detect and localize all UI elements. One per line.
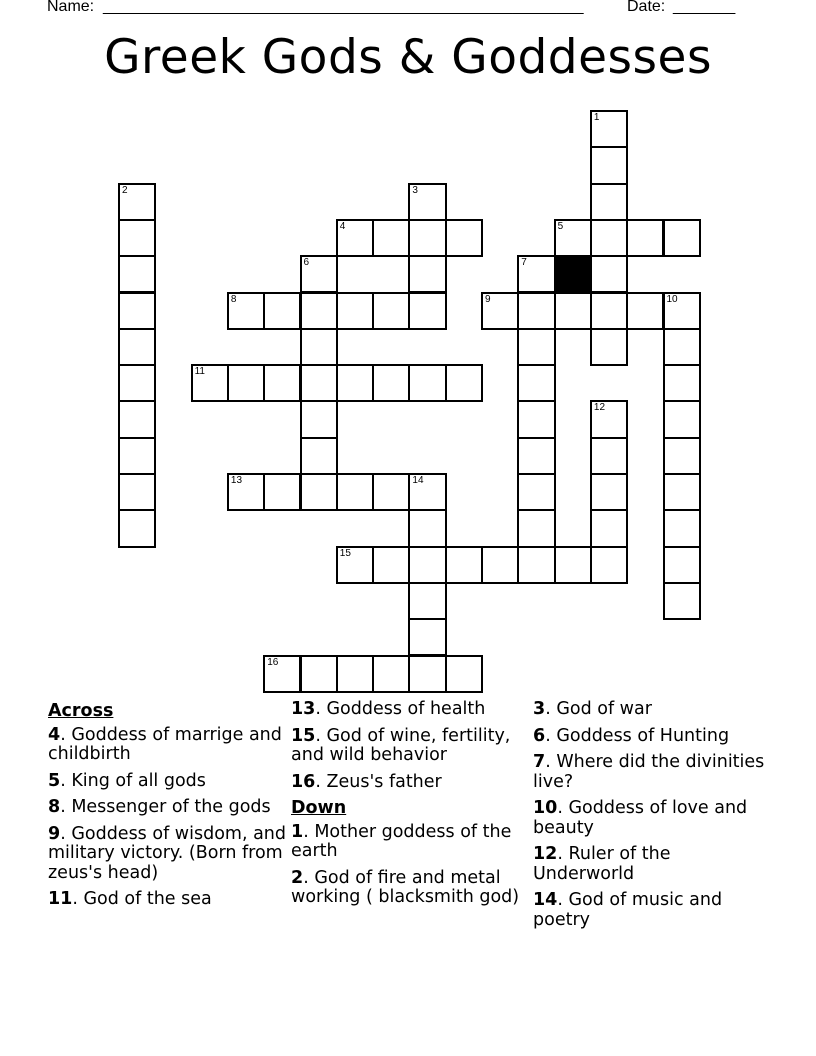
cell-number: 11	[194, 366, 205, 378]
grid-cell[interactable]	[590, 292, 628, 330]
down-heading: Down	[291, 798, 347, 818]
clue-number: 10	[533, 798, 558, 818]
clue-item	[533, 753, 773, 792]
clue-number: 1	[291, 821, 304, 842]
date-label: Date:	[627, 0, 666, 15]
cell-number: 13	[230, 475, 243, 486]
grid-cell[interactable]	[663, 582, 701, 620]
cell-number: 5	[557, 220, 564, 232]
clue-text: . Goddess of wisdom, and military victory. (Born from zeus's head)	[48, 823, 286, 883]
clue-text: . Ruler of the Underworld	[533, 844, 671, 884]
grid-cell[interactable]	[408, 364, 446, 402]
grid-cell[interactable]	[590, 110, 628, 148]
clue-item	[533, 799, 773, 838]
clue-number: 8	[48, 797, 61, 817]
clue-number: 3	[533, 699, 546, 719]
grid-cell[interactable]	[663, 328, 701, 366]
grid-cell[interactable]	[517, 255, 555, 293]
clue-text: . God of wine, fertility, and wild behavior	[291, 725, 511, 765]
grid-cell[interactable]	[372, 473, 410, 511]
grid-cell[interactable]	[517, 292, 555, 330]
clue-item	[533, 845, 773, 884]
clue-item	[291, 869, 531, 908]
grid-cell[interactable]	[227, 364, 265, 402]
grid-cell[interactable]	[408, 255, 446, 293]
grid-cell[interactable]	[300, 328, 338, 366]
date-line[interactable]: _______	[673, 0, 736, 15]
name-label: Name:	[47, 0, 95, 15]
grid-cell[interactable]	[554, 219, 592, 257]
cell-number: 14	[412, 475, 424, 486]
grid-cell[interactable]	[118, 509, 156, 547]
grid-cell[interactable]	[263, 473, 301, 511]
cell-number: 4	[339, 220, 346, 232]
clues-column-3	[533, 700, 773, 937]
clue-item	[48, 772, 288, 792]
clue-number: 12	[533, 844, 558, 864]
grid-cell[interactable]	[372, 364, 410, 402]
grid-cell[interactable]	[336, 364, 374, 402]
cell-number: 1	[593, 112, 600, 123]
grid-cell[interactable]	[517, 328, 555, 366]
clue-item	[48, 726, 288, 765]
cell-number: 16	[267, 656, 279, 668]
clue-text: . Goddess of Hunting	[545, 725, 730, 746]
clue-item	[48, 890, 288, 910]
clue-text: . Where did the divinities live?	[533, 752, 765, 792]
grid-cell[interactable]	[517, 400, 555, 438]
clue-item	[291, 773, 531, 793]
grid-cell[interactable]	[336, 219, 374, 257]
grid-cell[interactable]	[590, 509, 628, 547]
clue-text: . Zeus's father	[315, 771, 442, 792]
cell-number: 9	[485, 293, 491, 305]
clue-number: 11	[48, 889, 73, 909]
grid-cell[interactable]	[372, 219, 410, 257]
grid-cell[interactable]	[408, 546, 446, 584]
clue-text: . God of war	[545, 699, 652, 719]
grid-cell[interactable]	[408, 655, 446, 693]
grid-cell[interactable]	[663, 509, 701, 547]
clue-number: 5	[48, 770, 61, 791]
grid-cell[interactable]	[590, 219, 628, 257]
grid-cell[interactable]	[263, 292, 301, 330]
clue-number: 2	[291, 867, 304, 888]
grid-cell[interactable]	[590, 473, 628, 511]
grid-cell[interactable]	[517, 364, 555, 402]
grid-cell[interactable]	[663, 364, 701, 402]
clue-number: 14	[533, 890, 558, 910]
grid-cell[interactable]	[300, 655, 338, 693]
cell-number: 7	[521, 257, 527, 269]
cell-number: 3	[412, 184, 418, 196]
grid-cell[interactable]	[590, 437, 628, 475]
grid-cell[interactable]	[663, 292, 701, 330]
grid-cell[interactable]	[590, 328, 628, 366]
cell-number: 12	[593, 402, 606, 414]
cell-number: 8	[230, 293, 237, 305]
grid-cell[interactable]	[336, 292, 374, 330]
grid-cell[interactable]	[481, 292, 519, 330]
grid-cell[interactable]	[663, 546, 701, 584]
clue-item	[291, 727, 531, 766]
grid-cell[interactable]	[336, 546, 374, 584]
clues-column-2	[291, 700, 531, 915]
clue-number: 6	[533, 725, 546, 746]
grid-cell[interactable]	[372, 292, 410, 330]
clue-number: 7	[533, 752, 546, 772]
grid-cell[interactable]	[445, 655, 483, 693]
grid-cell[interactable]	[118, 255, 156, 293]
grid-cell[interactable]	[590, 255, 628, 293]
grid-cell[interactable]	[300, 400, 338, 438]
grid-cell[interactable]	[517, 509, 555, 547]
grid-cell[interactable]	[336, 655, 374, 693]
clue-number: 13	[291, 699, 316, 719]
clues-column-1	[48, 700, 288, 917]
grid-cell[interactable]	[300, 292, 338, 330]
clue-number: 4	[48, 724, 61, 745]
grid-cell[interactable]	[372, 655, 410, 693]
name-line[interactable]: ______________________________________________________	[103, 0, 584, 15]
clue-text: . Goddess of marrige and childbirth	[48, 724, 282, 764]
clue-text: . God of fire and metal working ( blacksmith god)	[291, 867, 520, 907]
grid-cell[interactable]	[408, 219, 446, 257]
grid-cell[interactable]	[517, 437, 555, 475]
grid-cell[interactable]	[118, 473, 156, 511]
grid-cell[interactable]	[445, 219, 483, 257]
clue-text: . Goddess of health	[315, 699, 486, 719]
clue-item	[291, 823, 531, 862]
page-title: Greek Gods & Goddesses	[104, 30, 712, 85]
grid-cell[interactable]	[408, 473, 446, 511]
clue-text: . King of all gods	[60, 770, 206, 791]
clue-number: 15	[291, 725, 316, 746]
grid-cell[interactable]	[300, 473, 338, 511]
grid-cell[interactable]	[227, 292, 265, 330]
clue-item	[533, 891, 773, 930]
grid-cell[interactable]	[118, 292, 156, 330]
grid-cell[interactable]	[517, 546, 555, 584]
grid-cell[interactable]	[663, 400, 701, 438]
clue-item	[533, 727, 773, 747]
grid-cell[interactable]	[517, 473, 555, 511]
grid-cell[interactable]	[118, 183, 156, 221]
grid-cell[interactable]	[445, 364, 483, 402]
clue-text: . Messenger of the gods	[60, 797, 271, 817]
grid-cell[interactable]	[408, 509, 446, 547]
clue-text: . God of the sea	[72, 889, 212, 909]
grid-cell[interactable]	[663, 437, 701, 475]
grid-cell[interactable]	[554, 546, 592, 584]
grid-cell[interactable]	[300, 255, 338, 293]
grid-cell[interactable]	[118, 219, 156, 257]
grid-cell[interactable]	[626, 292, 664, 330]
clue-number: 16	[291, 771, 316, 792]
clue-text: . God of music and poetry	[533, 890, 723, 930]
grid-cell[interactable]	[408, 582, 446, 620]
grid-cell[interactable]	[300, 437, 338, 475]
grid-cell[interactable]	[590, 146, 628, 184]
cell-number: 2	[122, 184, 128, 196]
grid-cell[interactable]	[227, 473, 265, 511]
grid-cell[interactable]	[408, 183, 446, 221]
black-cell	[554, 255, 592, 293]
grid-cell[interactable]	[263, 655, 301, 693]
clue-text: . Goddess of love and beauty	[533, 798, 748, 838]
clue-item	[533, 700, 773, 720]
grid-cell[interactable]	[118, 437, 156, 475]
grid-cell[interactable]	[663, 473, 701, 511]
grid-cell[interactable]	[263, 364, 301, 402]
grid-cell[interactable]	[445, 546, 483, 584]
grid-cell[interactable]	[118, 400, 156, 438]
grid-cell[interactable]	[663, 219, 701, 257]
clue-text: . Mother goddess of the earth	[291, 821, 512, 861]
cell-number: 15	[339, 547, 351, 559]
grid-cell[interactable]	[626, 219, 664, 257]
clue-item	[48, 798, 288, 818]
grid-cell[interactable]	[300, 364, 338, 402]
cell-number: 6	[303, 257, 310, 269]
grid-cell[interactable]	[481, 546, 519, 584]
grid-cell[interactable]	[590, 183, 628, 221]
cell-number: 10	[666, 293, 678, 305]
grid-cell[interactable]	[590, 546, 628, 584]
grid-cell[interactable]	[118, 328, 156, 366]
grid-cell[interactable]	[336, 473, 374, 511]
grid-cell[interactable]	[408, 618, 446, 656]
grid-cell[interactable]	[372, 546, 410, 584]
across-heading: Across	[48, 701, 114, 721]
grid-cell[interactable]	[191, 364, 229, 402]
grid-cell[interactable]	[118, 364, 156, 402]
grid-cell[interactable]	[408, 292, 446, 330]
grid-cell[interactable]	[590, 400, 628, 438]
grid-cell[interactable]	[554, 292, 592, 330]
clue-item	[48, 825, 288, 884]
clue-item	[291, 700, 531, 720]
clue-number: 9	[48, 823, 61, 844]
